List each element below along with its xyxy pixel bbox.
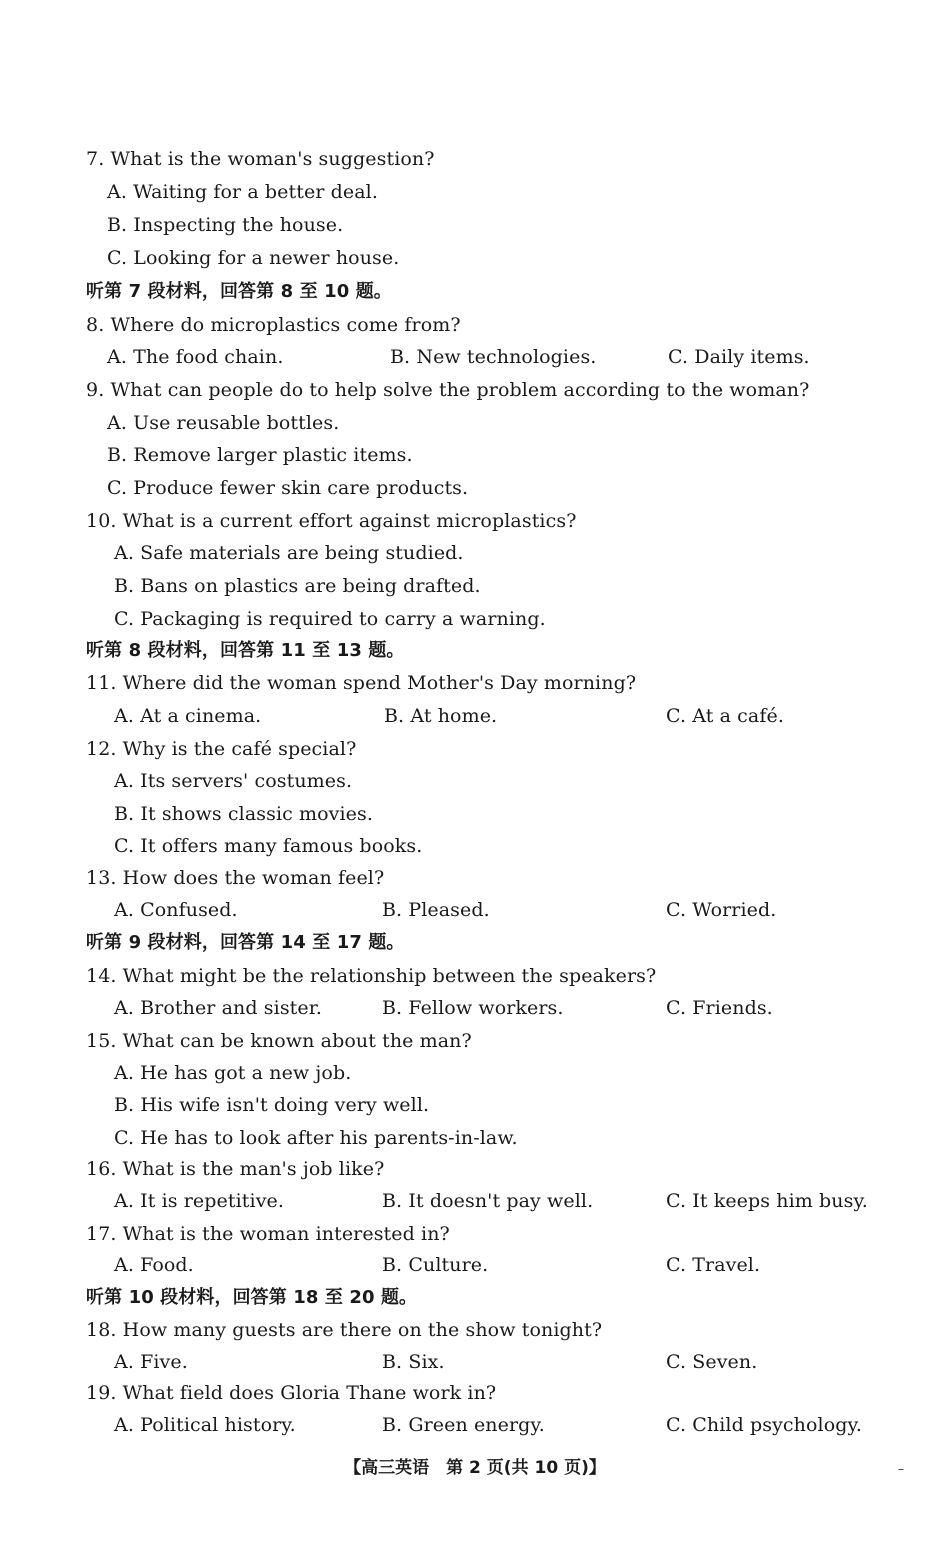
q10-option-c: C. Packaging is required to carry a warning. — [114, 608, 546, 630]
question-7: 7. What is the woman's suggestion? — [86, 148, 435, 170]
q14-option-c: C. Friends. — [666, 997, 773, 1019]
question-18: 18. How many guests are there on the show tonight? — [86, 1319, 603, 1341]
question-19: 19. What field does Gloria Thane work in? — [86, 1382, 497, 1404]
question-11: 11. Where did the woman spend Mother's Day morning? — [86, 672, 637, 694]
q16-option-b: B. It doesn't pay well. — [382, 1190, 594, 1212]
q9-option-a: A. Use reusable bottles. — [107, 412, 340, 434]
q9-option-b: B. Remove larger plastic items. — [107, 444, 413, 466]
q7-option-b: B. Inspecting the house. — [107, 214, 344, 236]
q11-option-c: C. At a café. — [666, 705, 784, 727]
q14-option-a: A. Brother and sister. — [114, 997, 322, 1019]
question-15: 15. What can be known about the man? — [86, 1030, 472, 1052]
question-8: 8. Where do microplastics come from? — [86, 314, 461, 336]
q10-option-a: A. Safe materials are being studied. — [114, 542, 464, 564]
q9-option-c: C. Produce fewer skin care products. — [107, 477, 469, 499]
q11-option-a: A. At a cinema. — [114, 705, 262, 727]
corner-mark: – — [898, 1462, 904, 1476]
question-12: 12. Why is the café special? — [86, 738, 357, 760]
q13-option-c: C. Worried. — [666, 899, 777, 921]
q11-option-b: B. At home. — [384, 705, 498, 727]
q7-option-c: C. Looking for a newer house. — [107, 247, 400, 269]
q18-option-a: A. Five. — [114, 1351, 188, 1373]
q19-option-a: A. Political history. — [114, 1414, 296, 1436]
q12-option-a: A. Its servers' costumes. — [114, 770, 353, 792]
q13-option-b: B. Pleased. — [382, 899, 490, 921]
q8-option-c: C. Daily items. — [668, 346, 810, 368]
q19-option-c: C. Child psychology. — [666, 1414, 862, 1436]
q17-option-c: C. Travel. — [666, 1254, 761, 1276]
q16-option-a: A. It is repetitive. — [114, 1190, 285, 1212]
q15-option-a: A. He has got a new job. — [114, 1062, 352, 1084]
q17-option-b: B. Culture. — [382, 1254, 489, 1276]
page-footer: 【高三英语 第 2 页(共 10 页)】 — [344, 1458, 606, 1478]
q10-option-b: B. Bans on plastics are being drafted. — [114, 575, 481, 597]
q18-option-c: C. Seven. — [666, 1351, 758, 1373]
q17-option-a: A. Food. — [114, 1254, 194, 1276]
question-14: 14. What might be the relationship between the speakers? — [86, 965, 657, 987]
section-header-9: 听第 9 段材料，回答第 14 至 17 题。 — [86, 932, 405, 953]
section-header-7: 听第 7 段材料，回答第 8 至 10 题。 — [86, 281, 392, 302]
q8-option-a: A. The food chain. — [107, 346, 284, 368]
q13-option-a: A. Confused. — [114, 899, 238, 921]
q8-option-b: B. New technologies. — [390, 346, 597, 368]
question-17: 17. What is the woman interested in? — [86, 1223, 450, 1245]
q14-option-b: B. Fellow workers. — [382, 997, 564, 1019]
q16-option-c: C. It keeps him busy. — [666, 1190, 868, 1212]
q12-option-c: C. It offers many famous books. — [114, 835, 423, 857]
q12-option-b: B. It shows classic movies. — [114, 803, 374, 825]
question-13: 13. How does the woman feel? — [86, 867, 385, 889]
question-9: 9. What can people do to help solve the problem according to the woman? — [86, 379, 810, 401]
q15-option-b: B. His wife isn't doing very well. — [114, 1094, 430, 1116]
section-header-8: 听第 8 段材料，回答第 11 至 13 题。 — [86, 640, 405, 661]
q18-option-b: B. Six. — [382, 1351, 445, 1373]
question-10: 10. What is a current effort against microplastics? — [86, 510, 577, 532]
q19-option-b: B. Green energy. — [382, 1414, 545, 1436]
section-header-10: 听第 10 段材料，回答第 18 至 20 题。 — [86, 1287, 418, 1308]
q15-option-c: C. He has to look after his parents-in-law. — [114, 1127, 518, 1149]
question-16: 16. What is the man's job like? — [86, 1158, 385, 1180]
q7-option-a: A. Waiting for a better deal. — [107, 181, 378, 203]
